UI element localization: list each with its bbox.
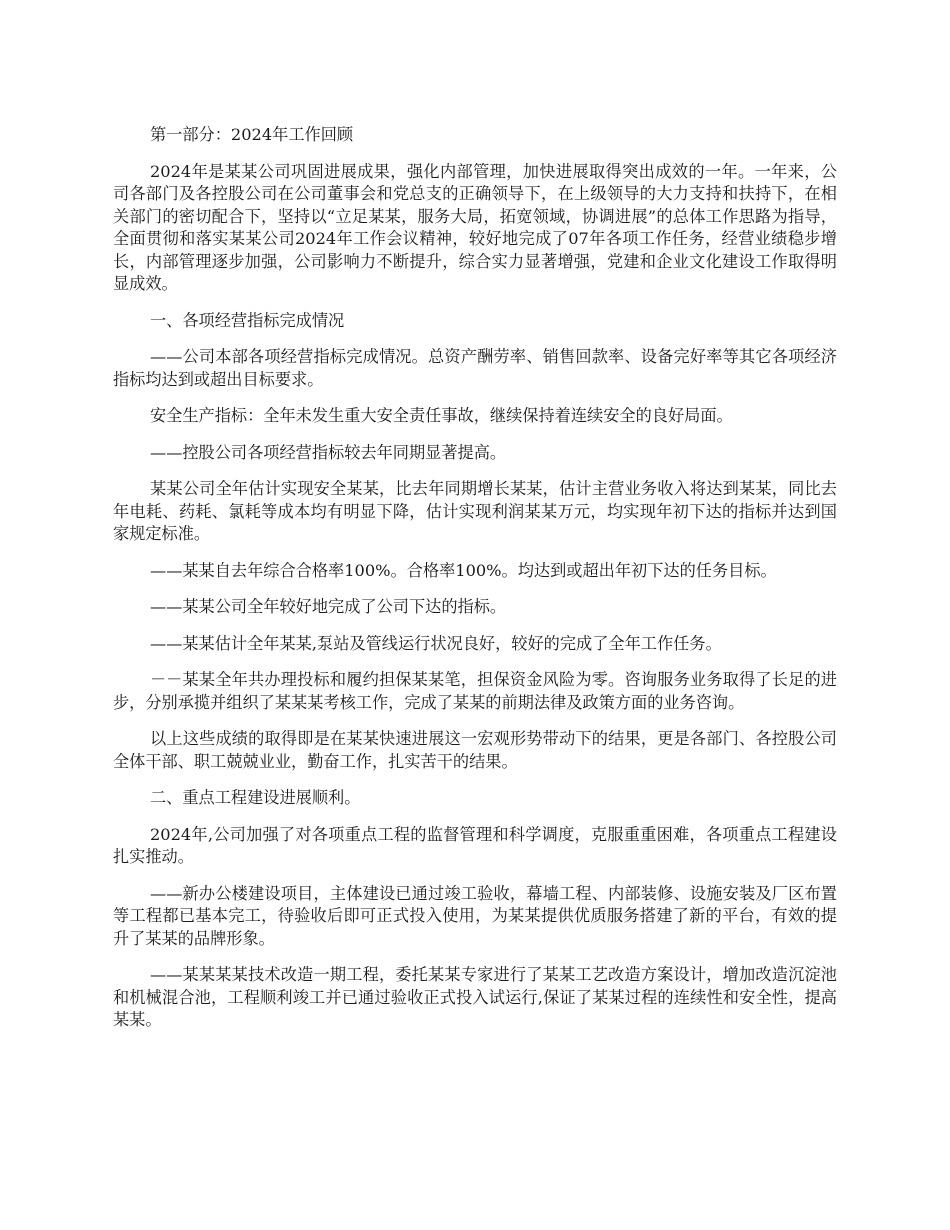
paragraph-overview: 2024年是某某公司巩固进展成果，强化内部管理，加快进展取得突出成效的一年。一年来，公司各部门及各控股公司在公司董事会和党总支的正确领导下，在上级领导的大力支持和扶持下，在相关部门的密切配合下，坚持以“立足某某，服务大局，拓宽领域，协调进展”的总体工作思路为指导，全面贯彻和落实某某公司2024年工作会议精神，较好地完成了07年各项工作任务，经营业绩稳步增长，内部管理逐步加强，公司影响力不断提升，综合实力显著增强，党建和企业文化建设工作取得明显成效。	[113, 161, 837, 293]
paragraph-quality-rate: ——某某自去年综合合格率100%。合格率100%。均达到或超出年初下达的任务目标。	[150, 560, 777, 580]
paragraph-subsidiaries: ——控股公司各项经营指标较去年同期显著提高。	[150, 442, 507, 462]
paragraph-pumping-station: ——某某估计全年某某,泵站及管线运行状况良好，较好的完成了全年工作任务。	[150, 633, 722, 653]
section-heading-review: 第一部分：2024年工作回顾	[150, 125, 354, 144]
document-body	[113, 124, 837, 1046]
paragraph-targets-met: ——某某公司全年较好地完成了公司下达的指标。	[150, 597, 507, 616]
paragraph-office-building: ——新办公楼建设项目，主体建设已通过竣工验收，幕墙工程、内部装修、设施安装及厂区布置等工程都已基本完工，待验收后即可正式投入使用，为某某提供优质服务搭建了新的平台，有效的提升了某某的品牌形象。	[113, 883, 837, 948]
paragraph-projects-intro: 2024年,公司加强了对各项重点工程的监督管理和科学调度，克服重重困难，各项重点工程建设扎实推动。	[113, 824, 837, 866]
paragraph-safety: 安全生产指标：全年未发生重大安全责任事故，继续保持着连续安全的良好局面。	[150, 406, 733, 425]
paragraph-guarantee: －－某某全年共办理投标和履约担保某某笔，担保资金风险为零。咨询服务业务取得了长足的进步，分别承揽并组织了某某某考核工作，完成了某某的前期法律及政策方面的业务咨询。	[113, 670, 837, 712]
paragraph-tech-upgrade: ——某某某某技术改造一期工程，委托某某专家进行了某某工艺改造方案设计，增加改造沉淀池和机械混合池，工程顺利竣工并已通过验收正式投入试运行,保证了某某过程的连续性和安全性，提高某某。	[113, 965, 837, 1029]
section-heading-projects: 二、重点工程建设进展顺利。	[150, 788, 361, 807]
paragraph-hq-indicators: ——公司本部各项经营指标完成情况。总资产酬劳率、销售回款率、设备完好率等其它各项经济指标均达到或超出目标要求。	[113, 347, 837, 389]
section-heading-indicators: 一、各项经营指标完成情况	[150, 310, 345, 330]
paragraph-company-results: 某某公司全年估计实现安全某某，比去年同期增长某某，估计主营业务收入将达到某某，同比去年电耗、药耗、氯耗等成本均有明显下降，估计实现利润某某万元，均实现年初下达的指标并达到国家规定标准。	[113, 479, 837, 543]
paragraph-achievements: 以上这些成绩的取得即是在某某快速进展这一宏观形势带动下的结果，更是各部门、各控股公司全体干部、职工兢兢业业，勤奋工作，扎实苦干的结果。	[113, 729, 837, 771]
